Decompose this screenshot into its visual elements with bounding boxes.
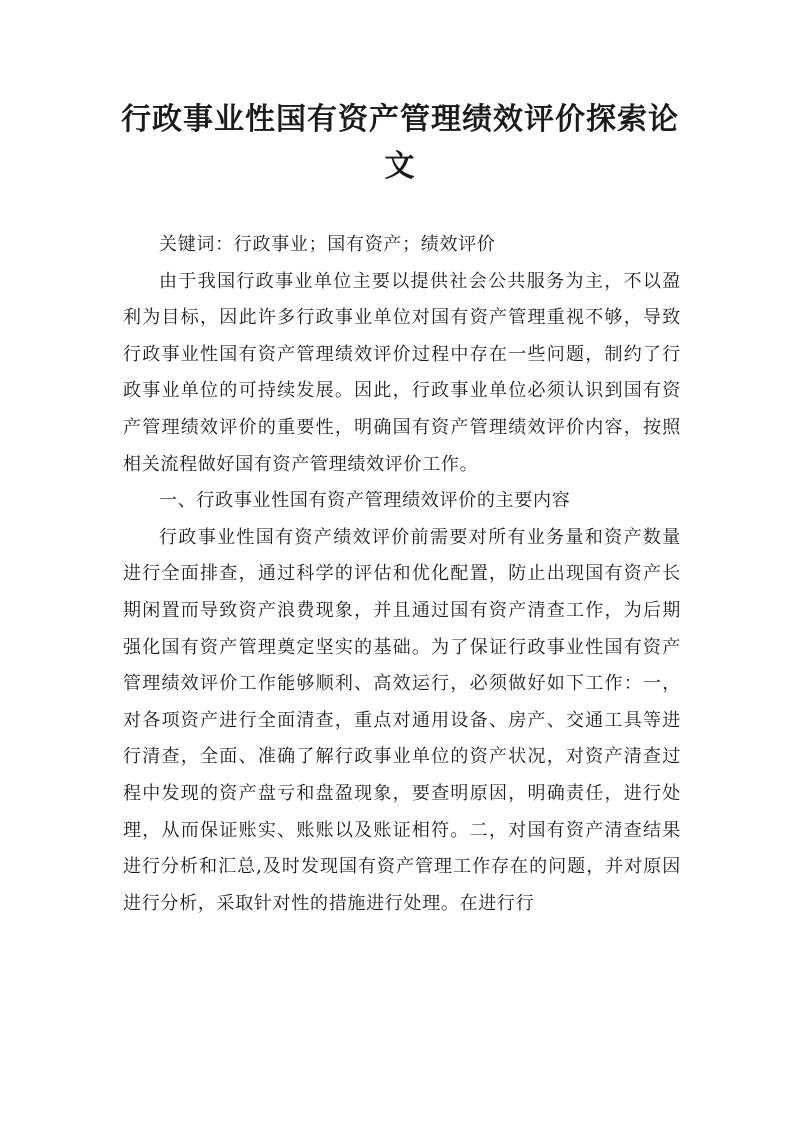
- section-1-paragraph: 行政事业性国有资产绩效评价前需要对所有业务量和资产数量进行全面排查，通过科学的评估和优化配置，防止出现国有资产长期闲置而导致资产浪费现象，并且通过国有资产清查工作，为后期强化国有资产管理奠定坚实的基础。为了保证行政事业性国有资产管理绩效评价工作能够顺利、高效运行，必须做好如下工作：一，对各项资产进行全面清查，重点对通用设备、房产、交通工具等进行清查，全面、准确了解行政事业单位的资产状况，对资产清查过程中发现的资产盘亏和盘盈现象，要查明原因，明确责任，进行处理，从而保证账实、账账以及账证相符。二，对国有资产清查结果进行分析和汇总,及时发现国有资产管理工作存在的问题，并对原因进行分析，采取针对性的措施进行处理。在进行行: [123, 526, 681, 914]
- intro-paragraph: 由于我国行政事业单位主要以提供社会公共服务为主，不以盈利为目标，因此许多行政事业单位对国有资产管理重视不够，导致行政事业性国有资产管理绩效评价过程中存在一些问题，制约了行政事业单位的可持续发展。因此，行政事业单位必须认识到国有资产管理绩效评价的重要性，明确国有资产管理绩效评价内容，按照相关流程做好国有资产管理绩效评价工作。: [123, 270, 681, 475]
- document-body: [123, 227, 681, 922]
- document-title: 行政事业性国有资产管理绩效评价探索论文: [121, 102, 679, 184]
- section-heading-1: 一、行政事业性国有资产管理绩效评价的主要内容: [159, 490, 571, 512]
- keywords-line: 关键词：行政事业；国有资产；绩效评价: [159, 234, 496, 255]
